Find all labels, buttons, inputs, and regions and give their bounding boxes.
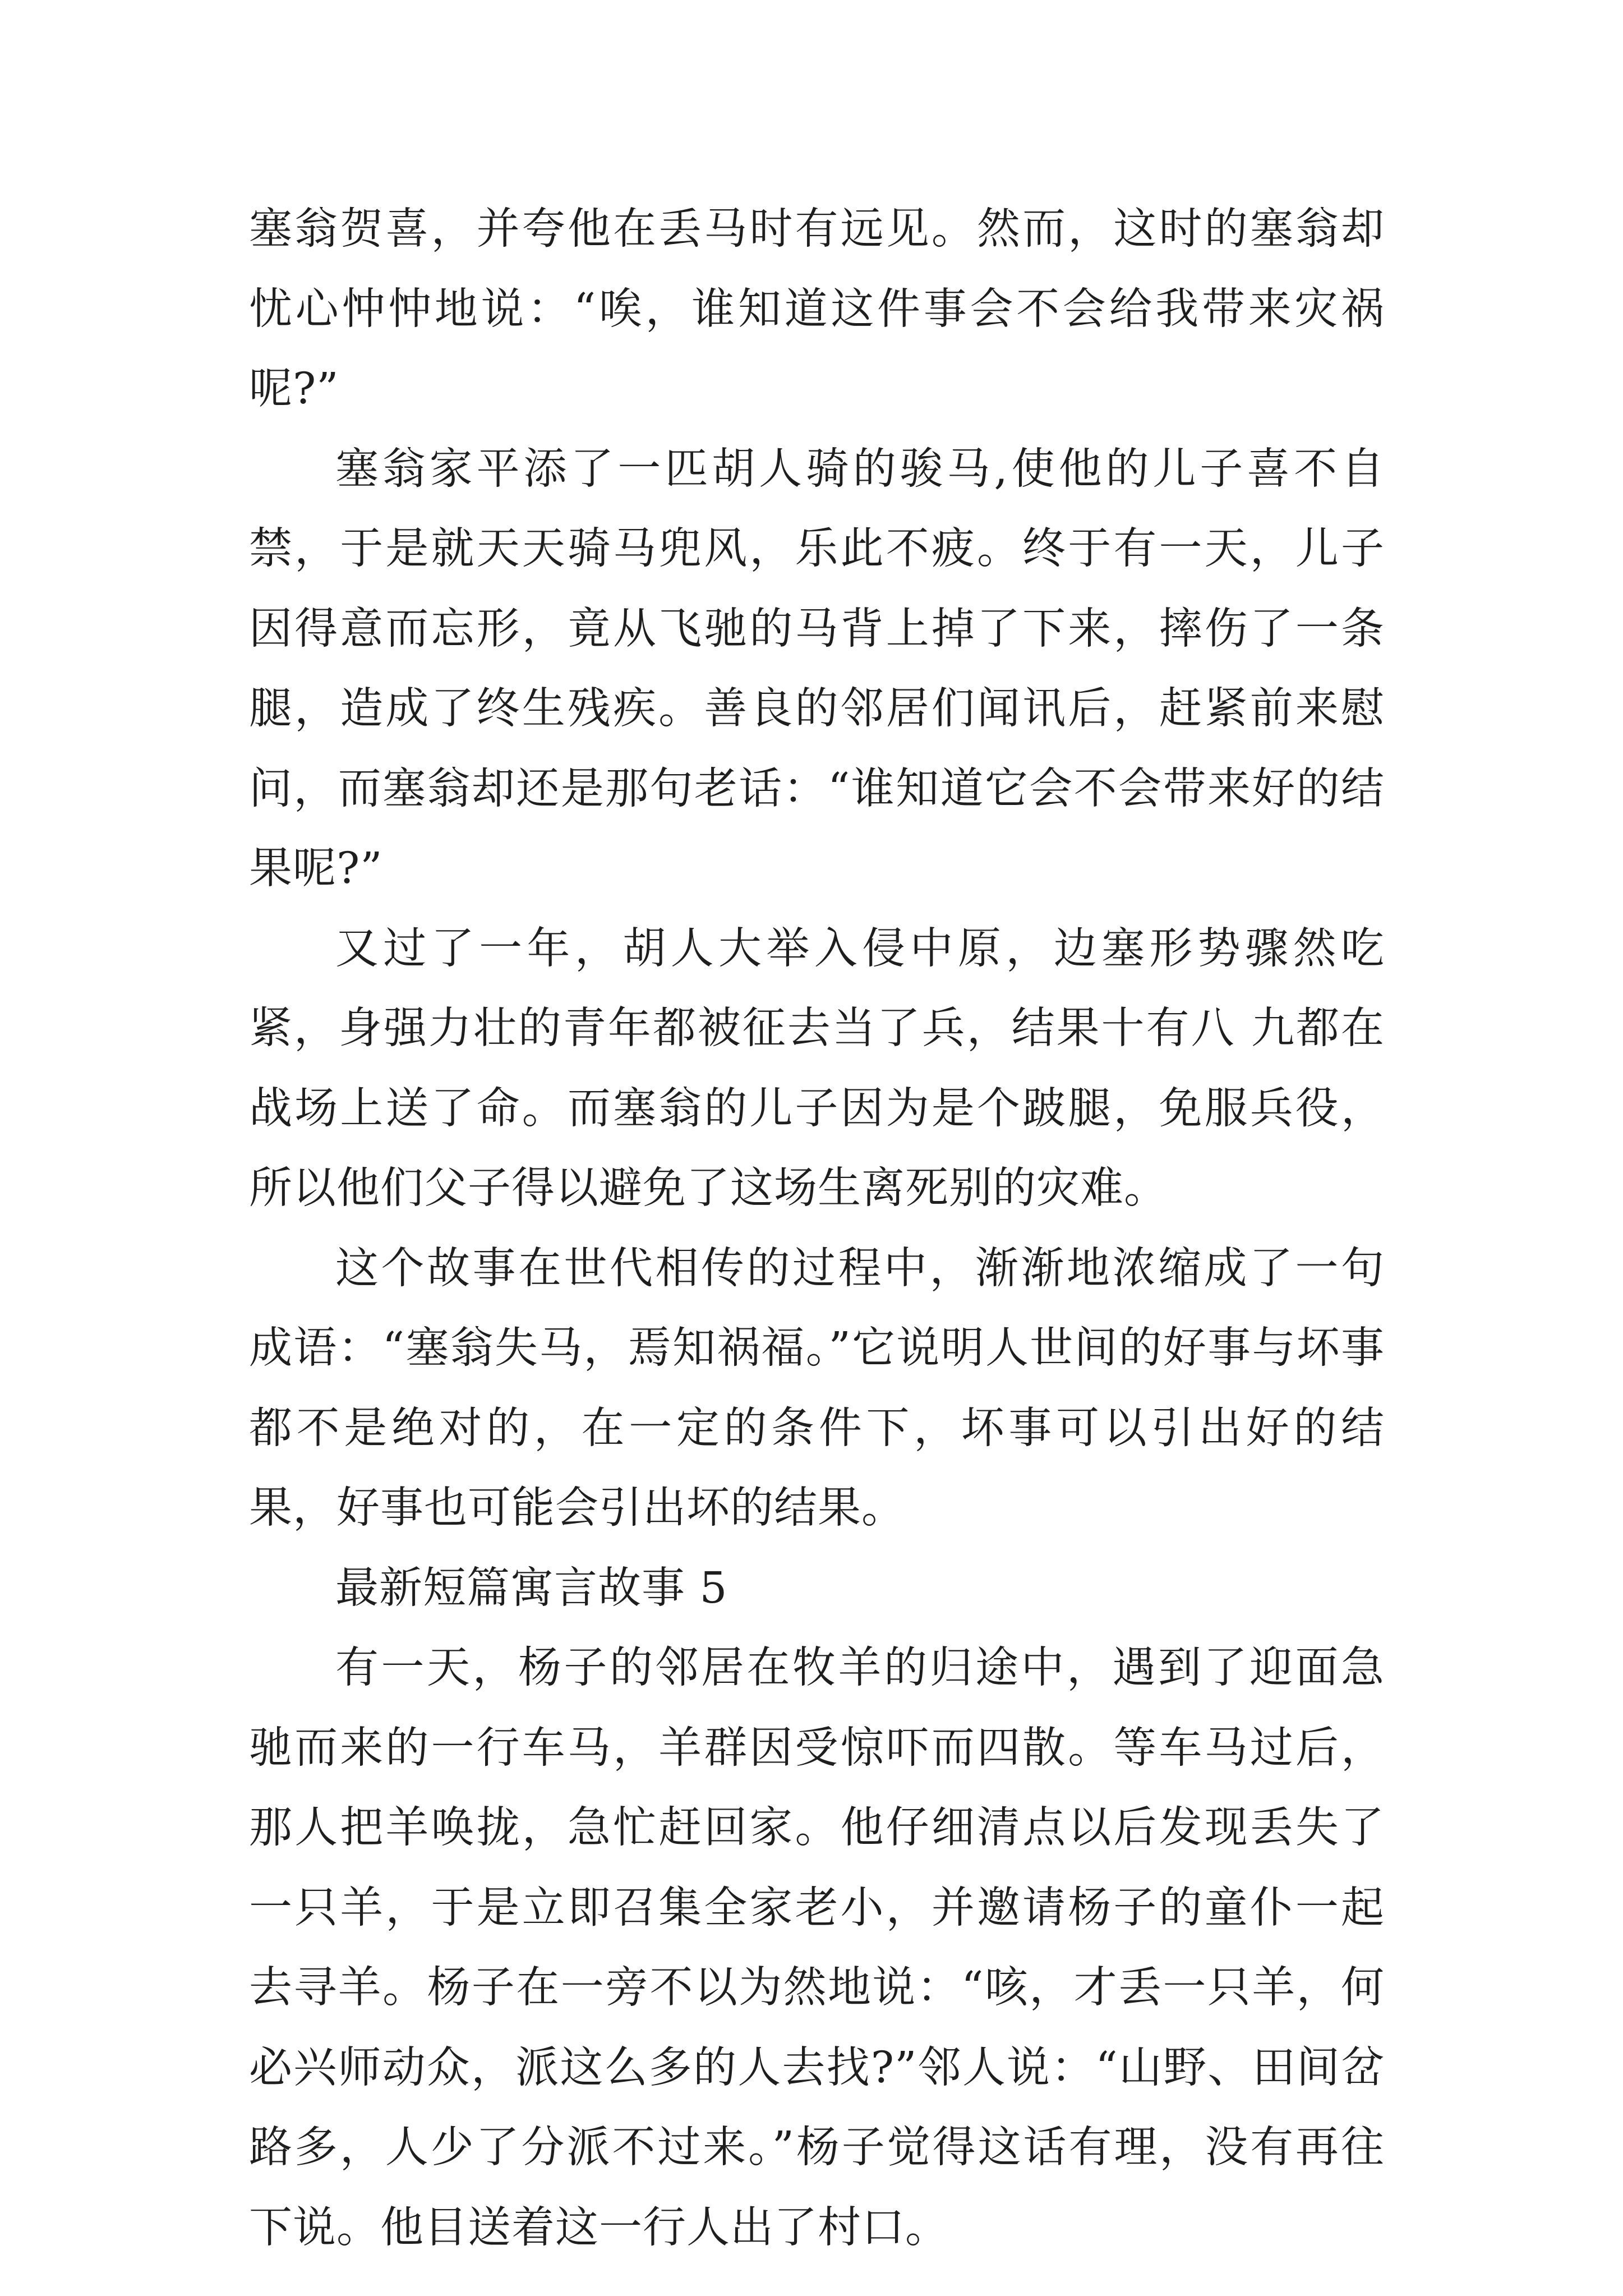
paragraph-4: 这个故事在世代相传的过程中，渐渐地浓缩成了一句成语：“塞翁失马，焉知祸福。”它说明人世间的好事与坏事都不是绝对的，在一定的条件下，坏事可以引出好的结果，好事也可能会引出坏的结果。 [249,1243,1385,1533]
paragraph-2: 塞翁家平添了一匹胡人骑的骏马,使他的儿子喜不自禁，于是就天天骑马兜风，乐此不疲。终于有一天，儿子因得意而忘形，竟从飞驰的马背上掉了下来，摔伤了一条腿，造成了终生残疾。善良的邻居们闻讯后，赶紧前来慰问，而塞翁却还是那句老话：“谁知道它会不会带来好的结果呢?” [249,444,1385,894]
paragraph-1: 塞翁贺喜，并夸他在丢马时有远见。然而，这时的塞翁却忧心忡忡地说：“唉，谁知道这件事会不会给我带来灾祸呢?” [249,204,1385,414]
paragraph-3: 又过了一年，胡人大举入侵中原，边塞形势骤然吃紧，身强力壮的青年都被征去当了兵，结果十有八 九都在战场上送了命。而塞翁的儿子因为是个跛腿，免服兵役，所以他们父子得以避免了这场生离死别的灾难。 [249,923,1385,1213]
section-heading: 最新短篇寓言故事 5 [335,1563,728,1613]
document-body [249,190,1385,2268]
paragraph-5: 有一天，杨子的邻居在牧羊的归途中，遇到了迎面急驰而来的一行车马，羊群因受惊吓而四散。等车马过后，那人把羊唤拢，急忙赶回家。他仔细清点以后发现丢失了一只羊，于是立即召集全家老小，并邀请杨子的童仆一起去寻羊。杨子在一旁不以为然地说：“咳，才丢一只羊，何必兴师动众，派这么多的人去找?”邻人说：“山野、田间岔路多，人少了分派不过来。”杨子觉得这话有理，没有再往下说。他目送着这一行人出了村口。 [249,1643,1385,2253]
